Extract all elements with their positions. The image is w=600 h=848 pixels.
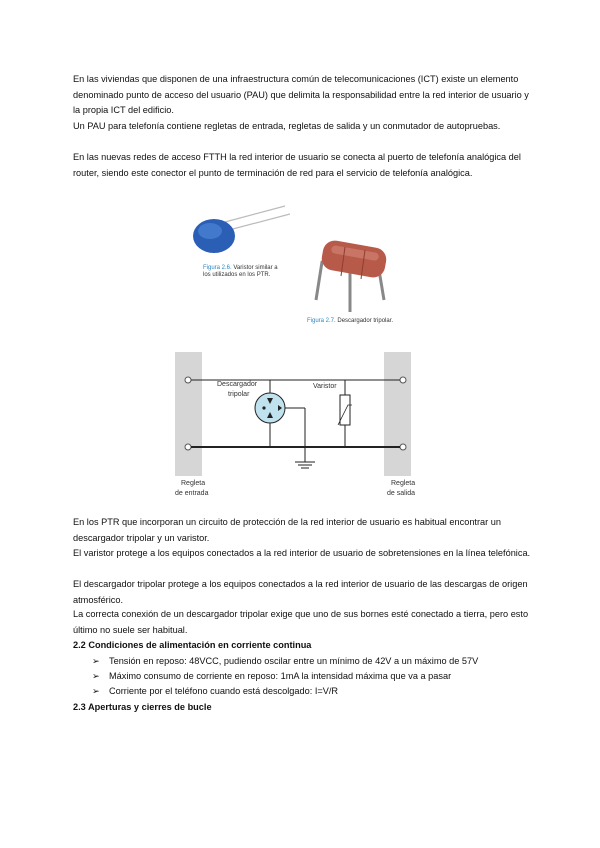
bullet-text: Tensión en reposo: 48VCC, pudiendo oscilar entre un mínimo de 42V a un máximo de 57V [109, 656, 479, 666]
figure-2-7-text: Descargador tripolar. [337, 318, 394, 324]
label-regleta-entrada-1: Regleta [181, 480, 206, 487]
section-heading-2-3: 2.3 Aperturas y cierres de bucle [73, 702, 212, 712]
paragraph-varistor: El varistor protege a los equipos conectados a la red interior de usuario de sobretensiones en la línea telefónica. [73, 548, 531, 558]
label-varistor: Varistor [313, 383, 337, 390]
label-regleta-entrada-2: de entrada [175, 490, 209, 497]
intro-paragraph-pau: Un PAU para telefonía contiene regletas de entrada, regletas de salida y un conmutador de autopruebas. [73, 121, 501, 131]
label-regleta-salida-2: de salida [387, 490, 416, 497]
figure-2-7-label: Figura 2.7. [307, 318, 336, 324]
varistor-symbol [340, 395, 350, 425]
paragraph-conexion-tierra: La correcta conexión de un descargador tripolar exige que uno de sus bornes esté conectado a tierra, pero esto último no suele ser habitual. [73, 609, 529, 635]
label-regleta-salida-1: Regleta [391, 480, 416, 487]
figure-2-6-text: Varistor similar a los utilizados en los PTR. [203, 265, 278, 278]
intro-paragraph-ict: En las viviendas que disponen de una infraestructura común de telecomunicaciones (ICT) existe un elemento denominado punto de acceso del usuario (PAU) que delimita la responsabilidad entre la red interior de usuario y la propia ICT del edificio. [73, 74, 529, 115]
bullet-arrow-icon: ➢ [92, 656, 100, 666]
section-heading-2-2: 2.2 Condiciones de alimentación en corriente continua [73, 640, 312, 650]
label-descargador: Descargador [217, 381, 258, 388]
paragraph-ptr-proteccion: En los PTR que incorporan un circuito de protección de la red interior de usuario es habitual encontrar un descargador tripolar y un varistor. [73, 517, 501, 543]
bullet-arrow-icon: ➢ [92, 671, 100, 681]
intro-paragraph-ftth: En las nuevas redes de acceso FTTH la red interior de usuario se conecta al puerto de telefonía analógica del router, siendo este conector el punto de terminación de red para el servicio de telefonía analógica. [73, 152, 521, 178]
label-tripolar: tripolar [228, 391, 250, 398]
regleta-entrada-block [175, 352, 202, 476]
bullet-tension-reposo [92, 654, 478, 670]
descargador-symbol [255, 393, 285, 423]
bullet-consumo-corriente [92, 669, 451, 685]
bullet-arrow-icon: ➢ [92, 686, 100, 696]
bullet-text: Máximo consumo de corriente en reposo: 1mA la intensidad máxima que va a pasar [109, 671, 452, 681]
regleta-salida-block [384, 352, 411, 476]
figure-2-6-label: Figura 2.6. [203, 265, 232, 271]
paragraph-descargador: El descargador tripolar protege a los equipos conectados a la red interior de usuario de las descargas de origen atmosférico. [73, 579, 528, 605]
bullet-text: Corriente por el teléfono cuando está descolgado: I=V/R [109, 686, 339, 696]
bullet-corriente-descolgado [92, 684, 338, 700]
